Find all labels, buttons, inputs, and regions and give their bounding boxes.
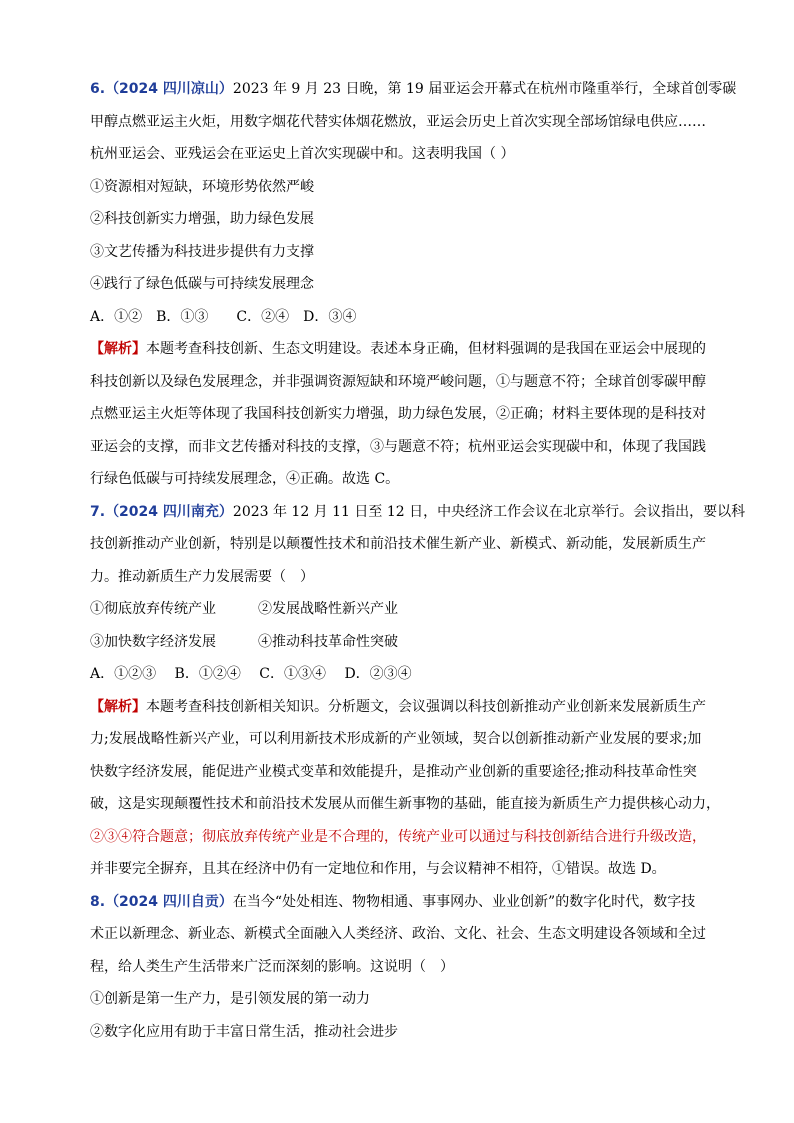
- q6-analysis-line-3: 点燃亚运主火炬等体现了我国科技创新实力增强，助力绿色发展，②正确；材料主要体现的是科技对: [90, 406, 706, 422]
- q6-statement-4: ④践行了绿色低碳与可持续发展理念: [90, 276, 314, 292]
- q6-stem-line-2: 甲醇点燃亚运主火炬，用数字烟花代替实体烟花燃放，亚运会历史上首次实现全部场馆绿电供应……: [90, 113, 706, 130]
- q7-statement-3: ③加快数字经济发展: [90, 633, 216, 650]
- q6-statement-3: ③文艺传播为科技进步提供有力支撑: [90, 243, 314, 260]
- q8-source: （2024 四川自贡）: [105, 893, 233, 910]
- q8-stem-line-1: [90, 892, 704, 912]
- q7-stem-line-2: 技创新推动产业创新，特别是以颠覆性技术和前沿技术催生新产业、新模式、新动能，发展新质生产: [90, 536, 706, 552]
- q6-analysis-line-4: 亚运会的支撑，而非文艺传播对科技的支撑，③与题意不符；杭州亚运会实现碳中和，体现了我国践: [90, 438, 706, 455]
- q7-analysis-head: 【解析】: [90, 698, 146, 715]
- q7-options: A．①②③ B．①②④ C．①③④ D．②③④: [90, 666, 412, 682]
- q8-stem-line-2: 术正以新理念、新业态、新模式全面融入人类经济、政治、文化、社会、生态文明建设各领域和全过: [90, 926, 706, 942]
- q7-analysis-line-5: ②③④符合题意；彻底放弃传统产业是不合理的，传统产业可以通过与科技创新结合进行升级改造，: [90, 828, 706, 845]
- q6-source: （2024 四川凉山）: [105, 81, 233, 97]
- q6-analysis-text-1: 本题考查科技创新、生态文明建设。表述本身正确，但材料强调的是我国在亚运会中展现的: [146, 341, 706, 357]
- q6-stem-text-1: 2023 年 9 月 23 日晚，第 19 届亚运会开幕式在杭州市隆重举行，全球首创零碳: [232, 81, 737, 97]
- q6-statement-2: ②科技创新实力增强，助力绿色发展: [90, 211, 314, 227]
- q7-statement-2: ②发展战略性新兴产业: [258, 601, 398, 617]
- q7-statement-4: ④推动科技革命性突破: [258, 633, 398, 650]
- q7-number: 7.: [90, 503, 106, 520]
- q6-analysis-line-2: 科技创新以及绿色发展理念，并非强调资源短缺和环境严峻问题，①与题意不符；全球首创零碳甲醇: [90, 373, 706, 390]
- q7-analysis-line-1: [90, 697, 704, 717]
- q7-analysis-line-2: 力;发展战略性新兴产业，可以利用新技术形成新的产业领域，契合以创新推动新产业发展的要求;加: [90, 731, 702, 747]
- q8-stem-text-1: 在当今“处处相连、物物相通、事事网办、业业创新”的数字化时代，数字技: [232, 893, 696, 910]
- q8-statement-1: ①创新是第一生产力，是引领发展的第一动力: [90, 991, 370, 1007]
- q6-analysis-line-5: 行绿色低碳与可持续发展理念，④正确。故选 C。: [90, 471, 400, 487]
- q7-statements-row-2: [90, 632, 704, 652]
- q6-stem-line-1: [90, 79, 737, 99]
- q7-analysis-line-3: 快数字经济发展，能促进产业模式变革和效能提升，是推动产业创新的重要途径;推动科技革命性突: [90, 763, 697, 780]
- q6-analysis-head: 【解析】: [90, 341, 146, 357]
- q6-statement-1: ①资源相对短缺，环境形势依然严峻: [90, 178, 314, 195]
- q6-number: 6.: [90, 81, 106, 97]
- q7-stem-line-1: [90, 502, 746, 522]
- q7-analysis-line-6: 并非要完全摒弃，且其在经济中仍有一定地位和作用，与会议精神不相符，①错误。故选 D。: [90, 861, 666, 877]
- q7-stem-text-1: 2023 年 12 月 11 日至 12 日，中央经济工作会议在北京举行。会议指出，要以科: [232, 503, 746, 520]
- q8-stem-line-3: 程，给人类生产生活带来广泛而深刻的影响。这说明（ ）: [90, 958, 454, 975]
- q7-statements-row-1: [90, 599, 704, 619]
- q7-stem-line-3: 力。推动新质生产力发展需要（ ）: [90, 568, 314, 585]
- q8-statement-2: ②数字化应用有助于丰富日常生活，推动社会进步: [90, 1023, 398, 1040]
- q7-analysis-line-4: 破，这是实现颠覆性技术和前沿技术发展从而催生新事物的基础，能直接为新质生产力提供核心动力，: [90, 796, 720, 812]
- q6-analysis-line-1: [90, 339, 704, 359]
- q6-stem-line-3: 杭州亚运会、亚残运会在亚运史上首次实现碳中和。这表明我国（ ）: [90, 146, 515, 162]
- q6-options: A．①② B．①③ C．②④ D．③④: [90, 308, 357, 325]
- q7-statement-1: ①彻底放弃传统产业: [90, 601, 216, 617]
- q7-source: （2024 四川南充）: [105, 503, 233, 520]
- q7-analysis-text-1: 本题考查科技创新相关知识。分析题文，会议强调以科技创新推动产业创新来发展新质生产: [146, 698, 706, 715]
- q8-number: 8.: [90, 893, 106, 910]
